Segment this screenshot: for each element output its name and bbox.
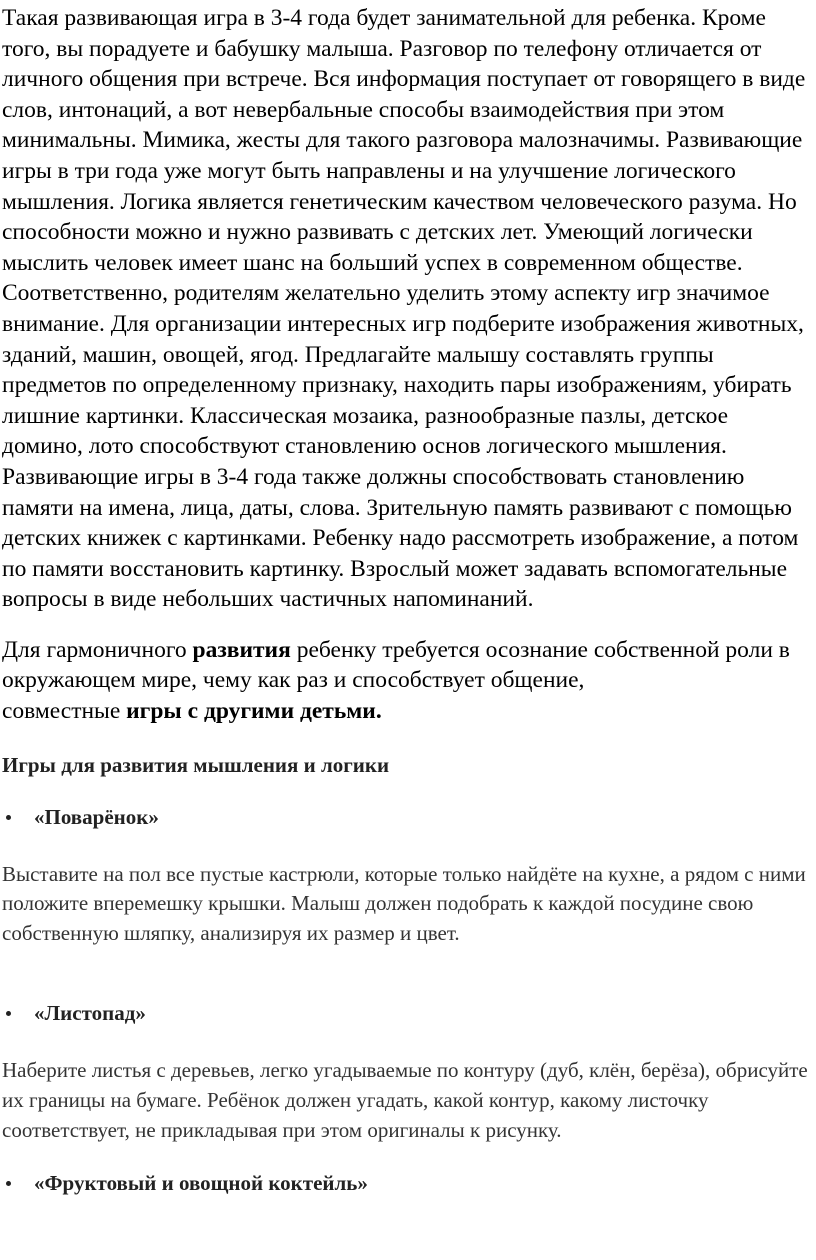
development-bold-link: развития	[192, 636, 291, 663]
development-text-2: ребенку требуется осознание собственной роли в окружающем мире, чему как раз и способствует общение,	[2, 636, 790, 694]
game-description-listopad: Наберите листья с деревьев, легко угадываемые по контуру (дуб, клён, берёза), обрисуйте их границы на бумаге. Ребёнок должен угадать, какой контур, какому листочку соответствует, не прикладывая при этом оригиналы к рисунку.	[2, 1058, 808, 1142]
bullet-icon	[6, 1011, 11, 1016]
game-title-povarenok	[2, 803, 808, 831]
development-text-3: совместные	[2, 698, 127, 725]
game-title-text: «Фруктовый и овощной коктейль»	[34, 1171, 368, 1196]
bullet-icon	[6, 815, 11, 820]
bullet-icon	[6, 1181, 11, 1186]
section-heading: Игры для развития мышления и логики	[2, 752, 390, 777]
game-title-text: «Листопад»	[34, 1001, 146, 1026]
development-paragraph	[2, 635, 808, 727]
game-title-text: «Поварёнок»	[34, 804, 159, 829]
game-title-cocktail	[2, 1169, 808, 1197]
game-title-listopad	[2, 999, 808, 1027]
main-paragraph: Такая развивающая игра в 3-4 года будет занимательной для ребенка. Кроме того, вы порадуете и бабушку малыша. Разговор по телефону отличается от личного общения при встрече. Вся информация поступает от говорящего в виде слов, интонаций, а вот невербальные способы взаимодействия при этом минимальны. Мимика, жесты для такого разговора малозначимы. Развивающие игры в три года уже могут быть направлены и на улучшение логического мышления. Логика является генетическим качеством человеческого разума. Но способности можно и нужно развивать с детских лет. Умеющий логически мыслить человек имеет шанс на больший успех в современном обществе. Соответственно, родителям желательно уделить этому аспекту игр значимое внимание. Для организации интересных игр подберите изображения животных, зданий, машин, овощей, ягод. Предлагайте малышу составлять группы предметов по определенному признаку, находить пары изображениям, убирать лишние картинки. Классическая мозаика, разнообразные пазлы, детское домино, лото способствуют становлению основ логического мышления. Развивающие игры в 3-4 года также должны способствовать становлению памяти на имена, лица, даты, слова. Зрительную память развивают с помощью детских книжек с картинками. Ребенку надо рассмотреть изображение, а потом по памяти восстановить картинку. Взрослый может задавать вспомогательные вопросы в виде небольших частичных напоминаний.	[2, 5, 806, 613]
development-text-1: Для гармоничного	[2, 636, 193, 663]
development-bold-games: игры с другими детьми.	[126, 698, 382, 725]
game-description-povarenok: Выставите на пол все пустые кастрюли, которые только найдёте на кухне, а рядом с ними положите вперемешку крышки. Малыш должен подобрать к каждой посудине свою собственную шляпку, анализируя их размер и цвет.	[2, 861, 806, 945]
